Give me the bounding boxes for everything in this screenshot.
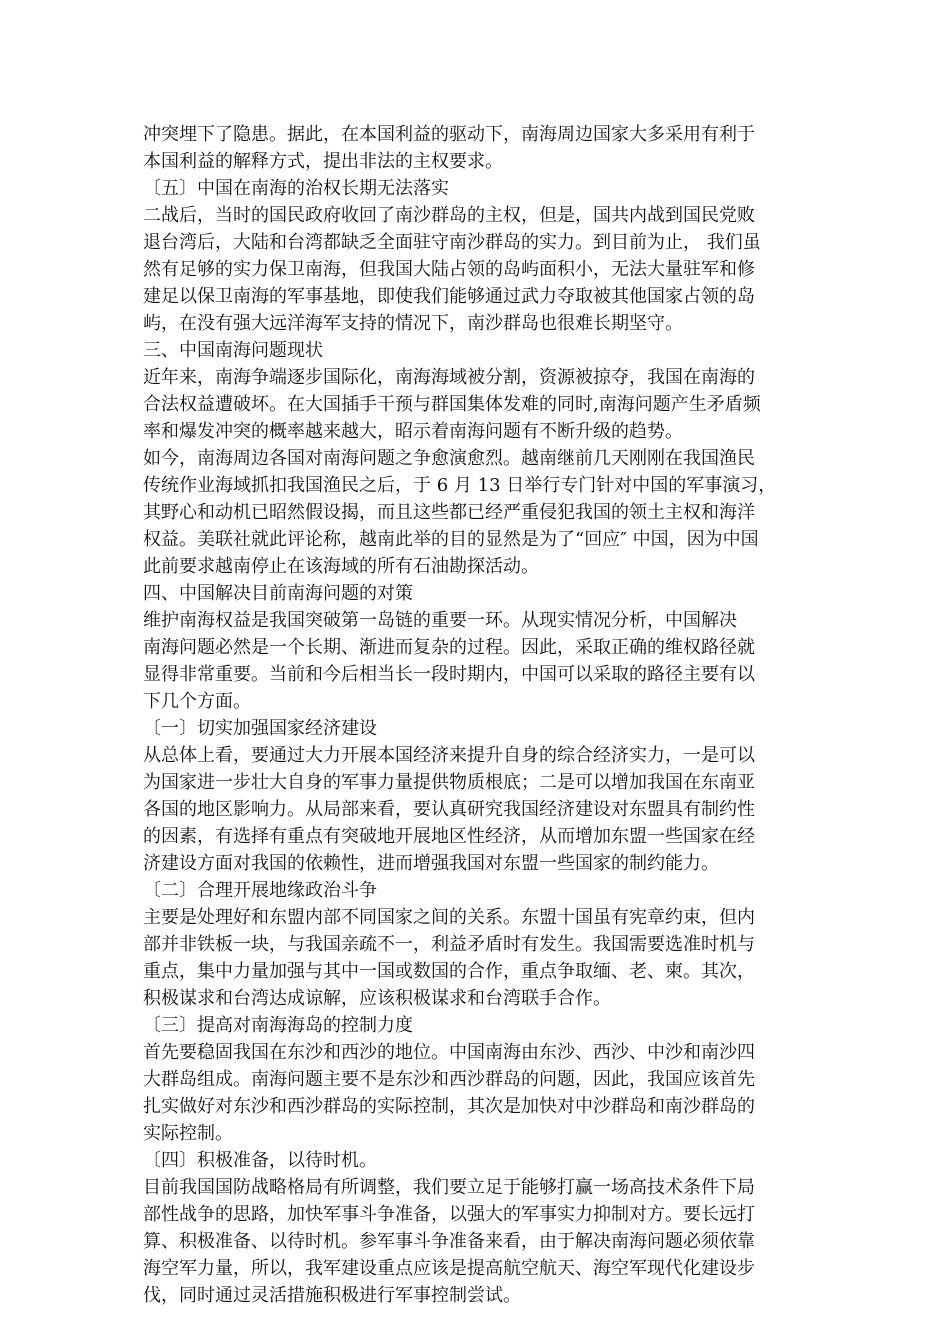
section-heading: 〔五〕中国在南海的治权长期无法落实 <box>143 178 449 199</box>
text-line: 积极谋求和台湾达成谅解，应该积极谋求和台湾联手合作。 <box>143 988 611 1009</box>
text-line: 目前我国国防战略格局有所调整，我们要立足于能够打赢一场高技术条件下局 <box>143 1177 755 1198</box>
text-line: 率和爆发冲突的概率越来越大，昭示着南海问题有不断升级的趋势。 <box>143 421 683 442</box>
text-line: 下几个方面。 <box>143 691 251 712</box>
text-line: 如今，南海周边各国对南海问题之争愈演愈烈。越南继前几天刚刚在我国渔民 <box>143 448 755 469</box>
text-line: 的因素，有选择有重点有突破地开展地区性经济，从而增加东盟一些国家在经 <box>143 826 755 847</box>
text-line: 为国家进一步壮大自身的军事力量提供物质根底；二是可以增加我国在东南亚 <box>143 772 755 793</box>
text-line: 冲突埋下了隐患。据此，在本国利益的驱动下，南海周边国家大多采用有利于 <box>143 124 755 145</box>
text-line: 权益。美联社就此评论称，越南此举的目的显然是为了“回应″ 中国，因为中国 <box>143 529 759 550</box>
text-line: 传统作业海域抓扣我国渔民之后，于 6 月 13 日举行专门针对中国的军事演习， <box>143 475 777 496</box>
text-line: 退台湾后，大陆和台湾都缺乏全面驻守南沙群岛的实力。到目前为止， 我们虽 <box>143 232 761 253</box>
text-line: 合法权益遭破坏。在大国插手干预与群国集体发难的同时,南海问题产生矛盾频 <box>143 394 761 415</box>
text-line: 此前要求越南停止在该海域的所有石油勘探活动。 <box>143 556 539 577</box>
text-line: 大群岛组成。南海问题主要不是东沙和西沙群岛的问题，因此，我国应该首先 <box>143 1069 755 1090</box>
text-line: 本国利益的解释方式，提出非法的主权要求。 <box>143 151 503 172</box>
section-heading: 〔一〕切实加强国家经济建设 <box>143 718 377 739</box>
section-heading: 〔二〕合理开展地缘政治斗争 <box>143 880 377 901</box>
text-line: 首先要稳固我国在东沙和西沙的地位。中国南海由东沙、西沙、中沙和南沙四 <box>143 1042 755 1063</box>
text-line: 部性战争的思路，加快军事斗争准备，以强大的军事实力抑制对方。要长远打 <box>143 1204 755 1225</box>
text-line: 重点，集中力量加强与其中一国或数国的合作，重点争取缅、老、柬。其次， <box>143 961 755 982</box>
section-heading: 四、中国解决目前南海问题的对策 <box>143 583 413 604</box>
text-line: 然有足够的实力保卫南海，但我国大陆占领的岛屿面积小，无法大量驻军和修 <box>143 259 755 280</box>
text-line: 近年来，南海争端逐步国际化，南海海域被分割，资源被掠夺，我国在南海的 <box>143 367 755 388</box>
text-line: 实际控制。 <box>143 1123 233 1144</box>
text-line: 伐，同时通过灵活措施积极进行军事控制尝试。 <box>143 1285 521 1306</box>
section-heading: 〔四〕积极准备，以待时机。 <box>143 1150 377 1171</box>
text-line: 主要是处理好和东盟内部不同国家之间的关系。东盟十国虽有宪章约束，但内 <box>143 907 755 928</box>
section-heading: 三、中国南海问题现状 <box>143 340 323 361</box>
text-line: 海空军力量，所以，我军建设重点应该是提高航空航天、海空军现代化建设步 <box>143 1258 755 1279</box>
text-line: 二战后，当时的国民政府收回了南沙群岛的主权，但是，国共内战到国民党败 <box>143 205 755 226</box>
text-line: 部并非铁板一块，与我国亲疏不一，利益矛盾时有发生。我国需要选准时机与 <box>143 934 755 955</box>
text-line: 维护南海权益是我国突破第一岛链的重要一环。从现实情况分析，中国解决 <box>143 610 737 631</box>
section-heading: 〔三〕提高对南海海岛的控制力度 <box>143 1015 413 1036</box>
document-body <box>143 121 813 1309</box>
text-line: 算、积极准备、以待时机。参军事斗争准备来看，由于解决南海问题必须依靠 <box>143 1231 755 1252</box>
text-line: 从总体上看，要通过大力开展本国经济来提升自身的综合经济实力，一是可以 <box>143 745 755 766</box>
text-line: 其野心和动机已昭然假设揭，而且这些都已经严重侵犯我国的领土主权和海洋 <box>143 502 755 523</box>
text-line: 各国的地区影响力。从局部来看，要认真研究我国经济建设对东盟具有制约性 <box>143 799 755 820</box>
text-line: 济建设方面对我国的依赖性，进而增强我国对东盟一些国家的制约能力。 <box>143 853 719 874</box>
text-line: 显得非常重要。当前和今后相当长一段时期内，中国可以采取的路径主要有以 <box>143 664 755 685</box>
text-line: 南海问题必然是一个长期、渐进而复杂的过程。因此，采取正确的维权路径就 <box>143 637 755 658</box>
text-line: 扎实做好对东沙和西沙群岛的实际控制，其次是加快对中沙群岛和南沙群岛的 <box>143 1096 755 1117</box>
text-line: 建足以保卫南海的军事基地，即使我们能够通过武力夺取被其他国家占领的岛 <box>143 286 755 307</box>
text-line: 屿，在没有强大远洋海军支持的情况下，南沙群岛也很难长期坚守。 <box>143 313 683 334</box>
